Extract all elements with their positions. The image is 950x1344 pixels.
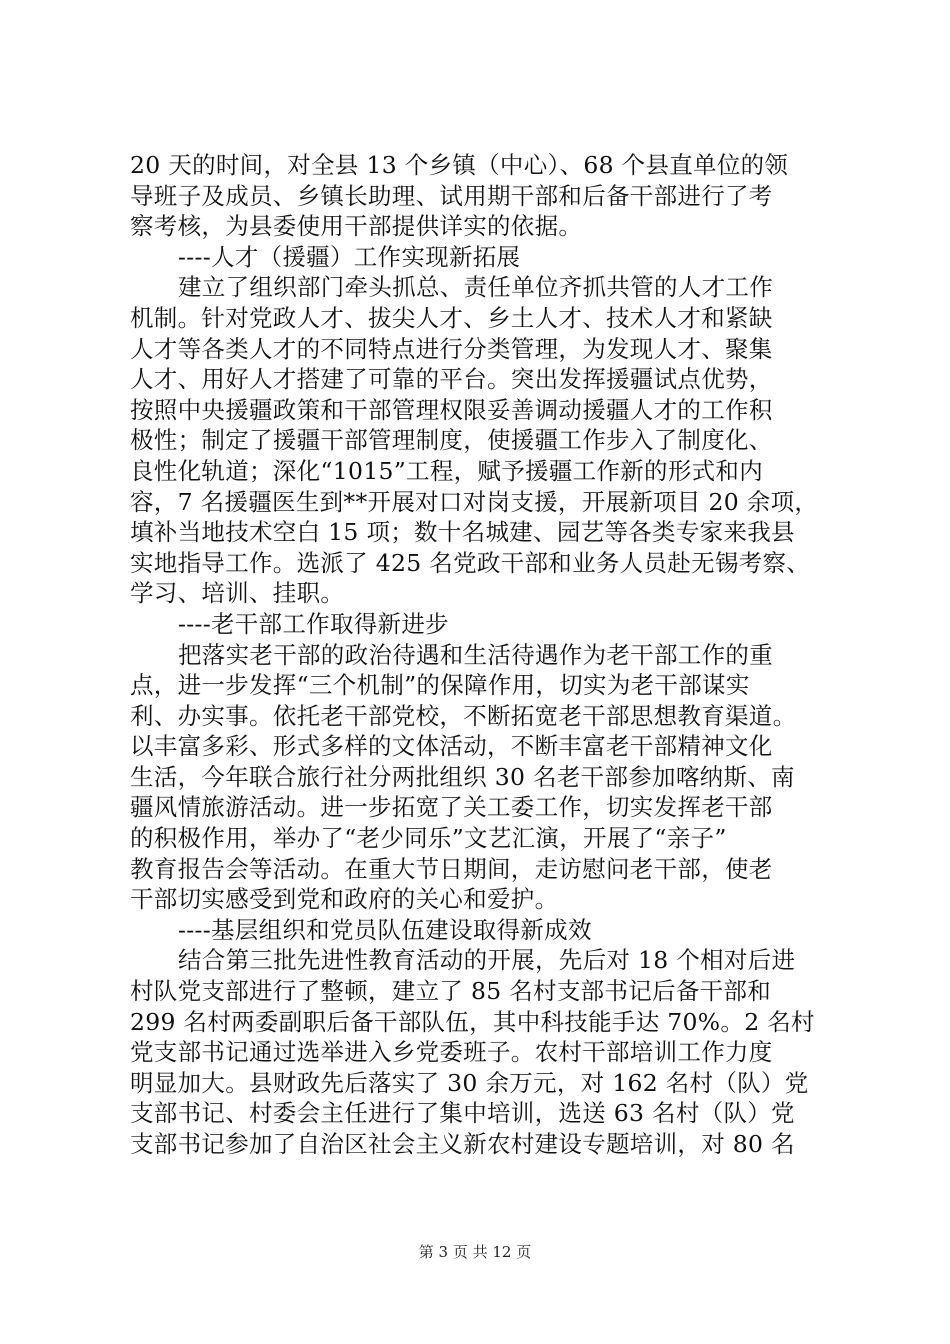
text-line: 点，进一步发挥“三个机制”的保障作用，切实为老干部谋实	[130, 671, 750, 700]
page-number: 第 3 页 共 12 页	[418, 1243, 532, 1261]
text-line: 机制。针对党政人才、拔尖人才、乡土人才、技术人才和紧缺	[130, 303, 773, 332]
paragraph-first-line: 把落实老干部的政治待遇和生活待遇作为老干部工作的重	[178, 640, 773, 669]
section-heading: ----老干部工作取得新进步	[178, 609, 449, 638]
text-line: 支部书记参加了自治区社会主义新农村建设专题培训，对 80 名	[130, 1130, 795, 1158]
text-line: 填补当地技术空白 15 项；数十名城建、园艺等各类专家来我县	[130, 518, 795, 547]
text-line: 察考核，为县委使用干部提供详实的依据。	[130, 212, 583, 241]
paragraph-first-line: 建立了组织部门牵头抓总、责任单位齐抓共管的人才工作	[178, 273, 773, 302]
paragraph-first-line: 结合第三批先进性教育活动的开展，先后对 18 个相对后进	[178, 946, 796, 975]
body-text	[130, 150, 835, 1160]
text-line: 人才等各类人才的不同特点进行分类管理，为发现人才、聚集	[130, 334, 773, 363]
text-line: 良性化轨道；深化“1015”工程，赋予援疆工作新的形式和内	[130, 456, 764, 485]
text-line: 299 名村两委副职后备干部队伍，其中科技能手达 70%。2 名村	[130, 1007, 815, 1036]
text-line: 支部书记、村委会主任进行了集中培训，选送 63 名村（队）党	[130, 1099, 795, 1128]
text-line: 疆风情旅游活动。进一步拓宽了关工委工作，切实发挥老干部	[130, 793, 773, 822]
text-line: 利、办实事。依托老干部党校，不断拓宽老干部思想教育渠道。	[130, 701, 797, 730]
text-line: 明显加大。县财政先后落实了 30 余万元，对 162 名村（队）党	[130, 1068, 809, 1097]
text-line: 党支部书记通过选举进入乡党委班子。农村干部培训工作力度	[130, 1038, 773, 1067]
section-heading: ----基层组织和党员队伍建设取得新成效	[178, 915, 592, 944]
text-line: 容，7 名援疆医生到**开展对口对岗支援，开展新项目 20 余项，	[130, 487, 819, 516]
text-line: 干部切实感受到党和政府的关心和爱护。	[130, 885, 559, 914]
text-line: 学习、培训、挂职。	[130, 579, 345, 608]
text-line: 实地指导工作。选派了 425 名党政干部和业务人员赴无锡考察、	[130, 548, 811, 577]
text-line: 人才、用好人才搭建了可靠的平台。突出发挥援疆试点优势，	[130, 365, 773, 394]
text-line: 的积极作用，举办了“老少同乐”文艺汇演，开展了“亲子”	[130, 824, 727, 853]
text-line: 20 天的时间，对全县 13 个乡镇（中心）、68 个县直单位的领	[130, 151, 789, 179]
text-line: 教育报告会等活动。在重大节日期间，走访慰问老干部，使老	[130, 854, 773, 883]
text-line: 导班子及成员、乡镇长助理、试用期干部和后备干部进行了考	[130, 181, 773, 210]
text-line: 极性；制定了援疆干部管理制度，使援疆工作步入了制度化、	[130, 426, 773, 455]
text-line: 村队党支部进行了整顿，建立了 85 名村支部书记后备干部和	[130, 977, 772, 1006]
text-line: 以丰富多彩、形式多样的文体活动，不断丰富老干部精神文化	[130, 732, 773, 761]
text-line: 生活，今年联合旅行社分两批组织 30 名老干部参加喀纳斯、南	[130, 762, 795, 791]
section-heading: ----人才（援疆）工作实现新拓展	[178, 242, 521, 271]
text-line: 按照中央援疆政策和干部管理权限妥善调动援疆人才的工作积	[130, 395, 773, 424]
